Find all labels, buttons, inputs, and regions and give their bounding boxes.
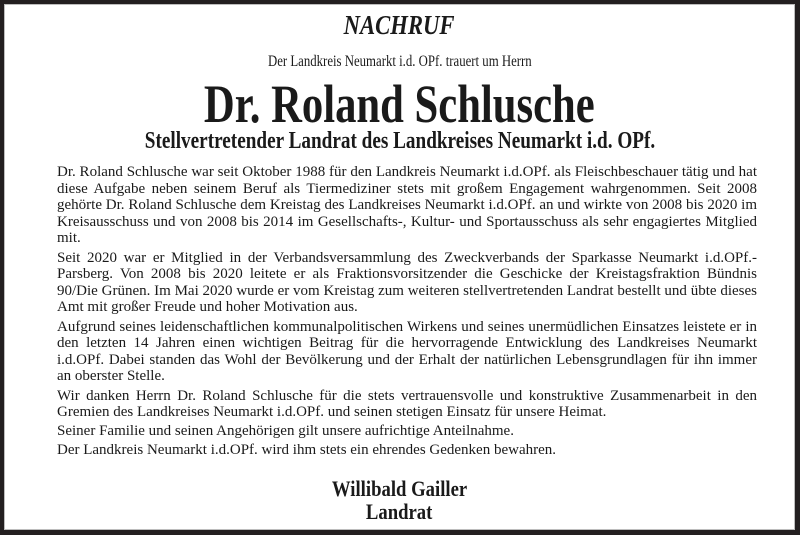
- deceased-position-text: Stellvertretender Landrat des Landkreises Neumarkt i.d. OPf.: [144, 128, 655, 154]
- paragraph-thanks: Wir danken Herrn Dr. Roland Schlusche für die stets vertrauensvolle und konstruktive Zusammenarbeit in den Gremien des Landkreises Neumarkt i.d.OPf. und seinen stetigen Einsatz für unsere Heimat.: [57, 387, 757, 421]
- notice-title-text: NACHRUF: [344, 10, 455, 40]
- deceased-name: [4, 74, 795, 134]
- signature-title: [4, 499, 795, 525]
- paragraph-condolences: Seiner Familie und seinen Angehörigen gilt unsere aufrichtige Anteilnahme.: [57, 423, 514, 440]
- paragraph-remembrance: Der Landkreis Neumarkt i.d.OPf. wird ihm stets ein ehrendes Gedenken bewahren.: [57, 442, 557, 459]
- signature-title-text: Landrat: [366, 499, 433, 524]
- paragraph-contribution: Aufgrund seines leidenschaftlichen kommunalpolitischen Wirkens und seines unermüdlichen Einsatzes leistete er in den letzten 14 Jahren einen wichtigen Beitrag für die hervorragende Entwicklung des Landkreises Neumarkt i.d.OPf. Dabei standen das Wohl der Bevölkerung und der Erhalt der natürlichen Lebensgrundlagen für ihn immer an oberster Stelle.: [57, 318, 757, 385]
- intro-line-text: Der Landkreis Neumarkt i.d. OPf. trauert um Herrn: [267, 53, 532, 70]
- obituary-notice: [4, 4, 795, 530]
- paragraph-career: Dr. Roland Schlusche war seit Oktober 1988 für den Landkreis Neumarkt i.d.OPf. als Fleischbeschauer tätig und hat diese Aufgabe neben seinem Beruf als Tiermediziner stets mit großem Engagement wahrgenommen. Seit 2008 gehörte Dr. Roland Schlusche dem Kreistag des Landkreises Neumarkt i.d.OPf. an und wirkte von 2008 bis 2020 im Kreisausschuss und von 2008 bis 2014 im Gesellschafts-, Kultur- und Sportausschuss als sehr engagiertes Mitglied mit.: [57, 164, 757, 247]
- notice-title: [4, 10, 795, 41]
- deceased-position: [4, 128, 795, 155]
- signature-name-text: Willibald Gailler: [331, 476, 468, 501]
- intro-line: [4, 53, 795, 71]
- obituary-body: [57, 164, 757, 462]
- deceased-name-text: Dr. Roland Schlusche: [204, 74, 595, 134]
- paragraph-memberships: Seit 2020 war er Mitglied in der Verbandsversammlung des Zweckverbands der Sparkasse Neumarkt i.d.OPf.-Parsberg. Von 2008 bis 2020 leitete er als Fraktionsvorsitzender die Geschicke der Kreistagsfraktion Bündnis 90/Die Grünen. Im Mai 2020 wurde er vom Kreistag zum weiteren stellvertretenden Landrat bestellt und übte dieses Amt mit großer Freude und hoher Motivation aus.: [57, 249, 757, 316]
